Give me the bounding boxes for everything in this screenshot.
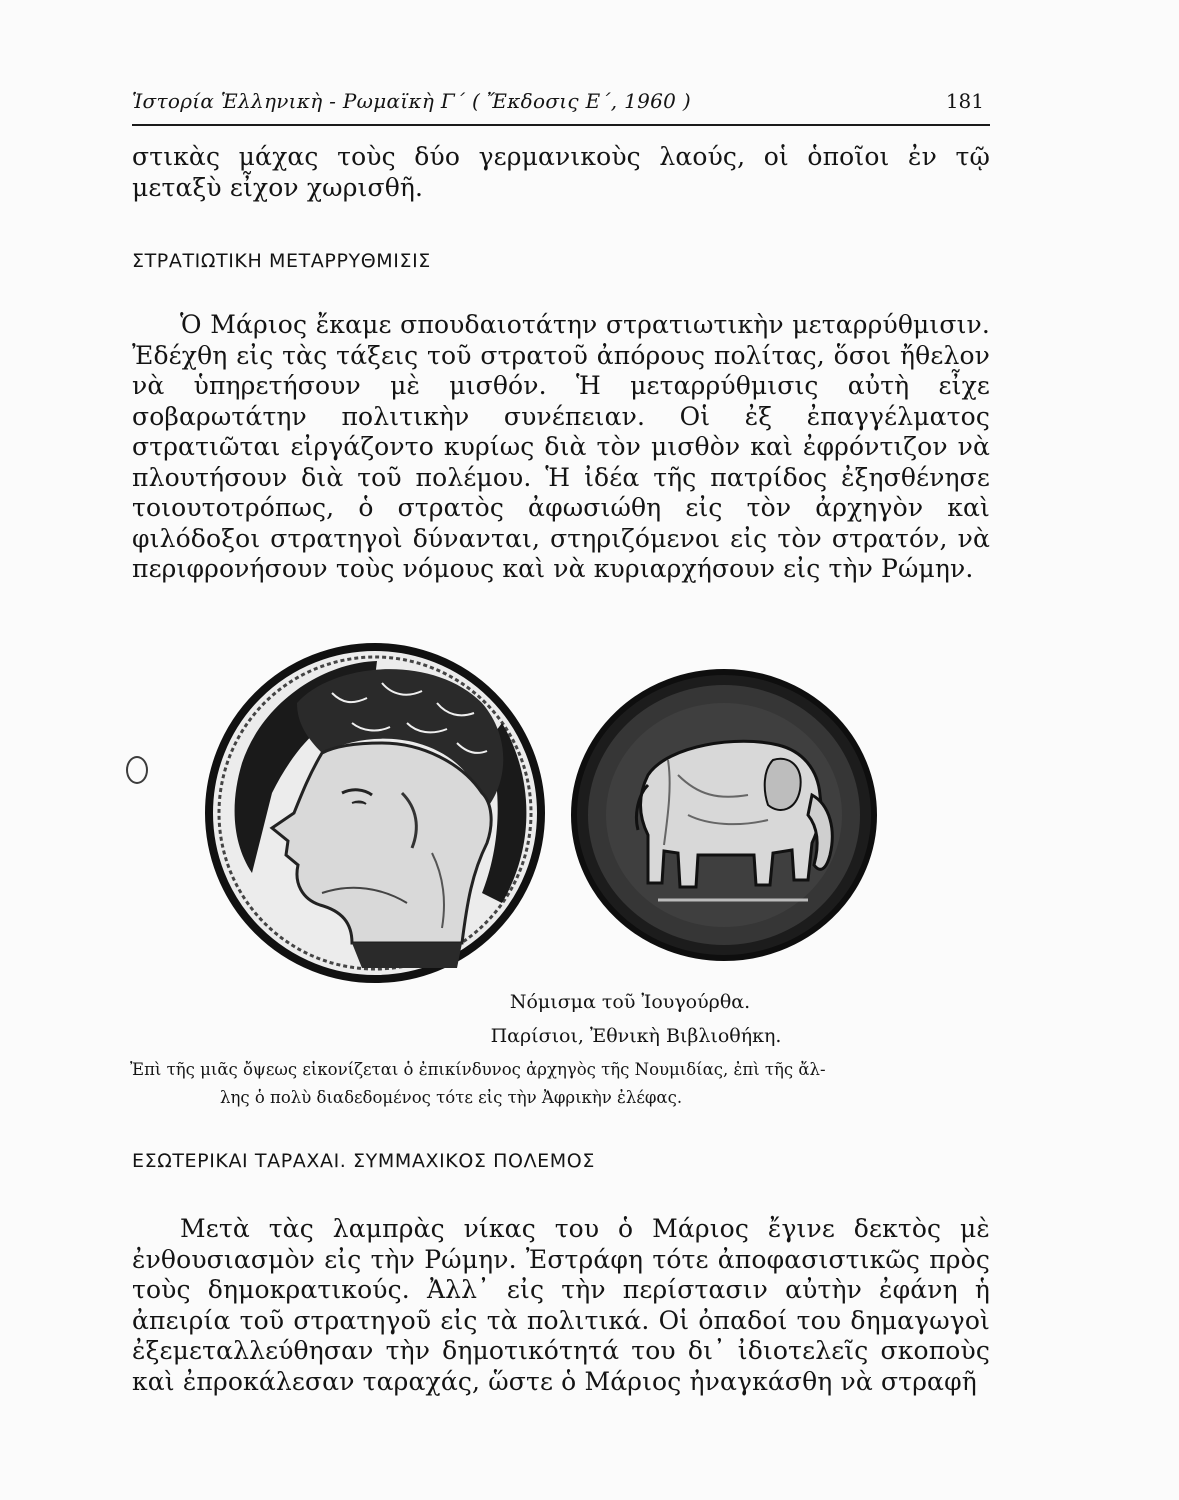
coin-obverse-portrait <box>202 643 548 983</box>
section-heading-internal-unrest: ΕΣΩΤΕΡΙΚΑΙ ΤΑΡΑΧΑΙ. ΣΥΜΜΑΧΙΚΟΣ ΠΟΛΕΜΟΣ <box>132 1150 595 1172</box>
margin-mark <box>126 756 148 784</box>
intro-paragraph: στικὰς μάχας τοὺς δύο γερμανικοὺς λαούς, οἱ ὁποῖοι ἐν τῷ μεταξὺ εἶχον χωρισθῆ. <box>132 142 990 202</box>
figure-caption-title: Νόμισμα τοῦ Ἰουγούρθα. <box>509 991 751 1013</box>
military-reform-paragraph: Ὁ Μάριος ἔκαμε σπουδαιοτάτην στρατιωτικὴν μεταρρύθμισιν. Ἐδέχθη εἰς τὰς τάξεις τοῦ στρατοῦ ἀπόρους πολίτας, ὅσοι ἤθελον νὰ ὑπηρετήσουν μὲ μισθόν. Ἡ μεταρρύθμισις αὐτὴ εἶχε σοβαρωτάτην πολιτικὴν συνέπειαν. Οἱ ἐξ ἐπαγγέλματος στρατιῶται εἰργάζοντο κυρίως διὰ τὸν μισθὸν καὶ ἐφρόντιζον νὰ πλουτήσουν διὰ τοῦ πολέμου. Ἡ ἰδέα τῆς πατρίδος ἐξησθένησε τοιουτοτρόπως, ὁ στρατὸς ἀφωσιώθη εἰς τὸν ἀρχηγὸν καὶ φιλόδοξοι στρατηγοὶ δύνανται, στηριζόμενοι εἰς τὸν στρατόν, νὰ περιφρονήσουν τοὺς νόμους καὶ νὰ κυριαρχήσουν εἰς τὴν Ρώμην. <box>132 310 990 583</box>
internal-unrest-paragraph: Μετὰ τὰς λαμπρὰς νίκας του ὁ Μάριος ἔγινε δεκτὸς μὲ ἐνθουσιασμὸν εἰς τὴν Ρώμην. Ἐστράφη τότε ἀποφασιστικῶς πρὸς τοὺς δημοκρατικούς. Ἀλλ᾽ εἰς τὴν περίστασιν αὐτὴν ἐφάνη ἡ ἀπειρία τοῦ στρατηγοῦ εἰς τὰ πολιτικά. Οἱ ὀπαδοί του δημαγωγοὶ ἐξεμεταλλεύθησαν τὴν δημοτικότητά του δι᾽ ἰδιοτελεῖς σκοποὺς καὶ ἐπροκάλεσαν ταραχάς, ὥστε ὁ Μάριος ἠναγκάσθη νὰ στραφῆ <box>132 1214 990 1396</box>
page-number: 181 <box>945 89 984 113</box>
running-header-title: Ἱστορία Ἑλληνικὴ - Ρωμαϊκὴ Γ΄ ( Ἔκδοσις Ε΄, 1960 ) <box>132 89 691 113</box>
figure-caption-note <box>130 1056 980 1112</box>
section-heading-military-reform: ΣΤΡΑΤΙΩΤΙΚΗ ΜΕΤΑΡΡΥΘΜΙΣΙΣ <box>132 250 431 272</box>
running-header <box>132 80 990 126</box>
figure-note-line-1: Ἐπὶ τῆς μιᾶς ὄψεως εἰκονίζεται ὁ ἐπικίνδυνος ἀρχηγὸς τῆς Νουμιδίας, ἐπὶ τῆς ἄλ- <box>130 1060 826 1079</box>
figure-caption-source: Παρίσιοι, Ἐθνικὴ Βιβλιοθήκη. <box>490 1025 782 1047</box>
coin-reverse-elephant <box>568 665 880 965</box>
figure-note-line-2: λης ὁ πολὺ διαδεδομένος τότε εἰς τὴν Ἀφρικὴν ἐλέφας. <box>220 1088 683 1107</box>
